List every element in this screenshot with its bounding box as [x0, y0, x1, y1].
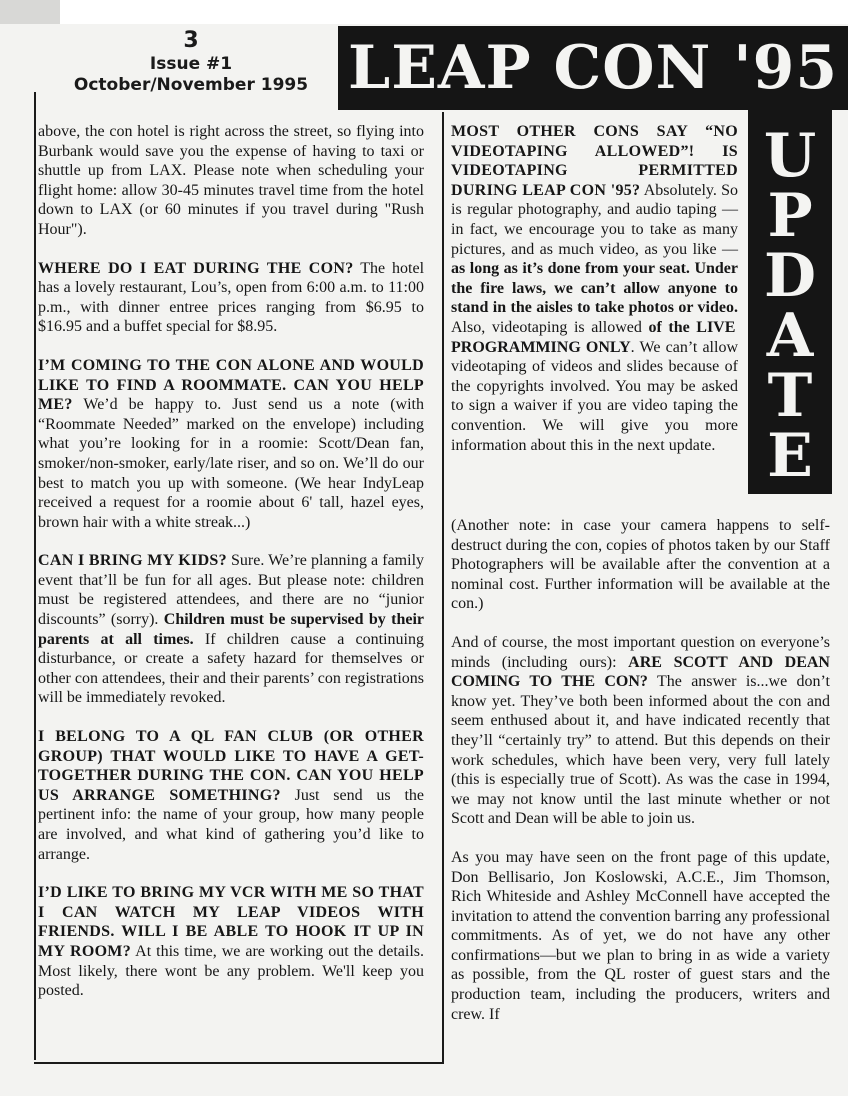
top-margin — [0, 0, 848, 24]
update-vertical-banner — [748, 110, 832, 494]
faq-answer: At this time, we are working out the details. Most likely, there wont be any problem. We'll keep you posted. — [38, 942, 424, 1000]
faq-roommate — [38, 356, 424, 532]
faq-answer-emphasis: of the LIVE PROGRAMMING ONLY — [451, 318, 736, 356]
update-letter: A — [766, 301, 814, 371]
masthead-banner — [338, 26, 848, 110]
faq-question: I’D LIKE TO BRING MY VCR WITH ME SO THAT I CAN WATCH MY LEAP VIDEOS WITH FRIENDS. WILL I BE ABLE TO HOOK IT UP IN MY ROOM? — [38, 884, 424, 960]
faq-question: I’M COMING TO THE CON ALONE AND WOULD LIKE TO FIND A ROOMMATE. CAN YOU HELP ME? — [38, 356, 424, 414]
update-letter: E — [767, 421, 813, 491]
page-number: 3 — [183, 28, 199, 53]
faq-kids — [38, 551, 424, 708]
page-corner — [0, 0, 60, 24]
faq-question: CAN I BRING MY KIDS? — [38, 552, 227, 570]
guests-paragraph: As you may have seen on the front page of this update, Don Bellisario, Jon Koslowski, A.C.E., Jim Thomson, Rich Whiteside and Ashley McConnell have accepted the invitation to attend the convention barring any professional commitments. As of yet, we do not have any other confirmations—but we plan to bring in as wide a variety as possible, from the QL roster of guest stars and the production team, including the producers, writers and crew. If — [451, 848, 831, 1023]
left-column-rule — [34, 92, 36, 1060]
update-letter: T — [767, 361, 813, 431]
scott-dean-paragraph — [451, 633, 830, 829]
left-column — [38, 122, 424, 1020]
faq-answer: . We can’t allow videotaping of videos and slides because of the copyrights involved. You may be asked to sign a waiver if you are video taping the convention. We will give you more information about this in the next update. — [451, 338, 738, 454]
hotel-paragraph: above, the con hotel is right across the street, so flying into Burbank would save you the expense of having to taxi or shuttle up from LAX. Please note when scheduling your flight home: allow 30-45 minutes travel time from the hotel down to LAX (or 60 minutes if you travel during "Rush Hour"). — [38, 123, 424, 238]
faq-question: MOST OTHER CONS SAY “NO VIDEOTAPING ALLOWED”! IS VIDEOTAPING PERMITTED DURING LEAP CON '95? — [451, 123, 738, 199]
faq-answer: We’d be happy to. Just send us a note (with “Roommate Needed” marked on the envelope) including what you’re looking for in a roomie: Scott/Dean fan, smoker/non-smoker, early/late riser, and so on. We’ll do our best to match you up with someone. (We hear IndyLeap received a request for a roomie about 6' tall, hazel eyes, brown hair with a white streak...) — [38, 396, 424, 531]
faq-answer: Sure. We’re planning a family event that’ll be fun for all ages. But please note: children must be registered attendees, and there are no “junior discounts” (sorry). — [38, 552, 425, 629]
faq-answer: Just send us the pertinent info: the name of your group, how many people are involved, and what kind of gathering you’d like to arrange. — [38, 786, 424, 863]
faq-eat — [38, 259, 424, 337]
masthead-title: LEAP CON '95 — [348, 33, 839, 103]
faq-answer-emphasis: as long as it’s done from your seat. Under the fire laws, we can’t allow anyone to stand in the aisles to take photos or video. — [451, 260, 738, 317]
faq-question: WHERE DO I EAT DURING THE CON? — [38, 259, 354, 277]
faq-answer: Absolutely. So is regular photography, and audio taping — in fact, we encourage you to take as many pictures, and as much video, as you like — — [451, 181, 738, 258]
faq-question: I BELONG TO A QL FAN CLUB (OR OTHER GROUP) THAT WOULD LIKE TO HAVE A GET-TOGETHER DURING THE CON. CAN YOU HELP US ARRANGE SOMETHING? — [38, 728, 424, 804]
faq-vcr — [38, 883, 424, 1001]
faq-answer-emphasis: Children must be supervised by their parents at all times. — [38, 611, 424, 648]
right-column-top — [451, 122, 738, 474]
camera-note: (Another note: in case your camera happens to self-destruct during the con, copies of photos taken by our Staff Photographers will be available after the convention at a nominal cost. Further information will be available at the con.) — [451, 517, 830, 613]
issue-date: October/November 1995 — [73, 75, 309, 95]
paragraph-text: And of course, the most important question on everyone’s minds (including ours): — [451, 633, 830, 671]
bottom-rule — [34, 1062, 444, 1064]
faq-fan-club — [38, 727, 424, 864]
faq-answer: If children cause a continuing disturbance, or create a safety hazard for themselves or other con attendees, their and their parents’ con registrations will be immediately revoked. — [38, 630, 424, 707]
update-letters — [748, 121, 832, 491]
faq-answer: Also, videotaping is allowed — [451, 318, 649, 336]
column-divider-rule — [442, 112, 444, 1064]
faq-answer: The hotel has a lovely restaurant, Lou’s, open from 6:00 a.m. to 11:00 p.m., with dinner entree prices ranging from $6.95 to $16.95 and a buffet special for $8.95. — [38, 259, 425, 336]
paragraph-text: The answer is...we don’t know yet. They’ve both been informed about the con and seem enthused about it, and have indicated recently that they’ll “certainly try” to attend. But this depends on their work schedules, which have been very, very full lately (this is especially true of Scott). As was the case in 1994, we may not know until the last minute whether or not Scott and Dean will be able to join us. — [451, 673, 830, 828]
right-column-bottom — [451, 516, 830, 1043]
update-letter: U — [763, 121, 817, 191]
issue-info — [60, 28, 322, 96]
update-letter: D — [763, 241, 817, 311]
faq-videotaping — [451, 122, 738, 455]
update-letter: P — [767, 181, 813, 251]
issue-number: Issue #1 — [149, 54, 233, 74]
paragraph-emphasis: ARE SCOTT AND DEAN COMING TO THE CON? — [451, 653, 830, 691]
